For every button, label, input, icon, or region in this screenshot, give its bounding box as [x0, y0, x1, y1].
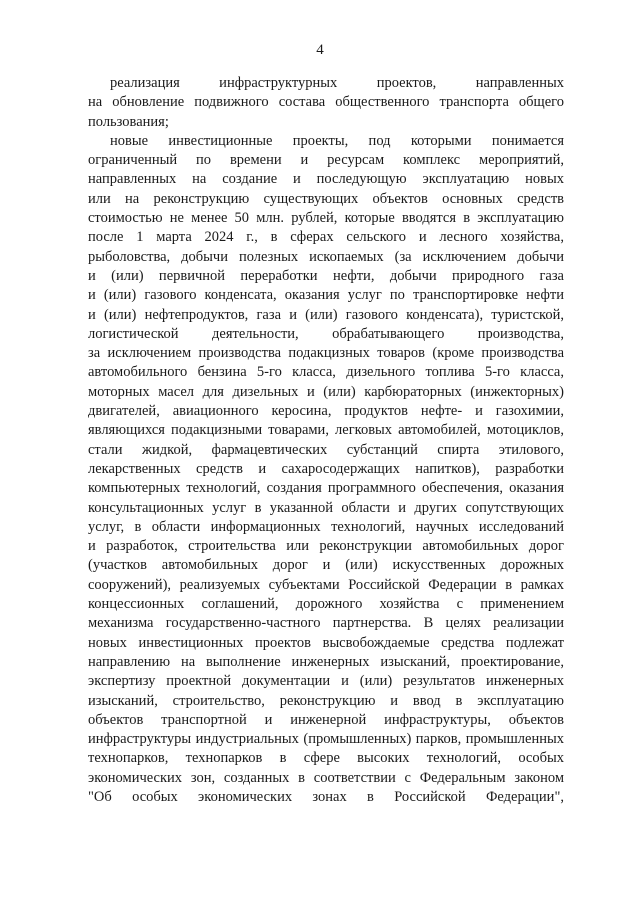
text-line: новые инвестиционные проекты, под которыми понимается: [110, 132, 564, 149]
text-line: направленных на создание и последующую эксплуатацию новых: [88, 171, 564, 188]
text-line: автомобильного бензина 5-го класса, дизельного топлива 5-го класса,: [88, 364, 564, 381]
text-line: стали жидкой, фармацевтических субстанций спирта этилового,: [88, 441, 564, 458]
text-line: экономических зон, созданных в соответствии с Федеральным законом: [88, 769, 564, 786]
text-line: двигателей, авиационного керосина, продуктов нефте- и газохимии,: [88, 403, 564, 420]
page-number: 4: [316, 42, 324, 58]
text-line: сооружений), реализуемых субъектами Российской Федерации в рамках: [88, 576, 564, 593]
text-line: и (или) первичной переработки нефти, добычи природного газа: [88, 267, 564, 284]
text-line: за исключением производства подакцизных товаров (кроме производства: [88, 345, 564, 362]
text-line: компьютерных технологий, создания программного обеспечения, оказания: [88, 480, 564, 497]
text-line: консультационных услуг в указанной области и других сопутствующих: [88, 499, 564, 516]
text-line: новых инвестиционных проектов высвобождаемые средства подлежат: [88, 634, 564, 651]
text-line: являющихся подакцизными товарами, легковых автомобилей, мотоциклов,: [88, 422, 564, 439]
text-line: объектов транспортной и инженерной инфраструктуры, объектов: [88, 711, 564, 728]
text-line: механизма государственно-частного партнерства. В целях реализации: [88, 615, 564, 632]
text-line: или на реконструкцию существующих объектов основных средств: [88, 190, 564, 207]
text-line: экспертизу проектной документации и (или) результатов инженерных: [88, 673, 564, 690]
text-line: лекарственных средств и сахаросодержащих напитков), разработки: [88, 460, 564, 477]
text-line: на обновление подвижного состава общественного транспорта общего: [88, 94, 564, 111]
text-line: и (или) нефтепродуктов, газа и (или) газового конденсата), туристской,: [88, 306, 564, 323]
text-line: после 1 марта 2024 г., в сферах сельского и лесного хозяйства,: [88, 229, 564, 246]
text-line: логистической деятельности, обрабатывающего производства,: [88, 325, 564, 342]
text-line: "Об особых экономических зонах в Российской Федерации",: [88, 788, 564, 805]
text-line: инфраструктуры индустриальных (промышленных) парков, промышленных: [88, 731, 564, 748]
body-text: [88, 74, 564, 807]
text-line: изысканий, строительство, реконструкцию и ввод в эксплуатацию: [88, 692, 564, 709]
text-line: пользования;: [88, 113, 169, 130]
text-line: направлению на выполнение инженерных изысканий, проектирование,: [88, 653, 564, 670]
text-line: стоимостью не менее 50 млн. рублей, которые вводятся в эксплуатацию: [88, 210, 564, 227]
text-line: ограниченный по времени и ресурсам комплекс мероприятий,: [88, 152, 564, 169]
text-line: услуг, в области информационных технологий, научных исследований: [88, 518, 564, 535]
text-line: (участков автомобильных дорог и (или) искусственных дорожных: [88, 557, 564, 574]
text-line: и разработок, строительства или реконструкции автомобильных дорог: [88, 538, 564, 555]
text-line: моторных масел для дизельных и (или) карбюраторных (инжекторных): [88, 383, 564, 400]
text-line: реализация инфраструктурных проектов, направленных: [110, 75, 564, 91]
text-line: технопарков, технопарков в сфере высоких технологий, особых: [88, 750, 564, 767]
text-line: концессионных соглашений, дорожного хозяйства с применением: [88, 596, 564, 613]
text-line: и (или) газового конденсата, оказания услуг по транспортировке нефти: [88, 287, 564, 304]
text-line: рыболовства, добычи полезных ископаемых (за исключением добычи: [88, 248, 564, 265]
